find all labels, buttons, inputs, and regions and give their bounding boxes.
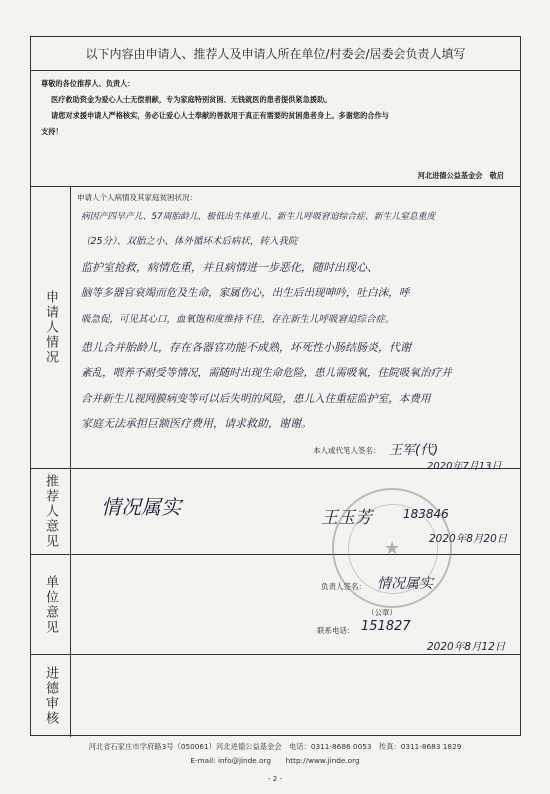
unit-label: 单位意见 — [43, 574, 58, 635]
applicant-section — [31, 187, 520, 472]
applicant-label: 申请人情况 — [43, 290, 58, 365]
handwriting-line-4: 脑等多器官衰竭而危及生命，家属伤心，出生后出现呻吟，吐白沫，呼 — [81, 287, 410, 299]
handwriting-line-6: 患儿合并胎龄儿，存在各器官功能不成熟，坏死性小肠结肠炎，代谢 — [81, 341, 411, 354]
notice-line-2: 请您对求援申请人严格核实，务必让爱心人士奉献的善款用于真正有需要的贫困患者身上。多谢您的合作与 — [51, 111, 389, 120]
applicant-prompt: 申请人个人病情及其家庭贫困状况： — [77, 193, 197, 202]
recommender-content — [71, 469, 520, 554]
review-label: 进德审核 — [43, 666, 58, 726]
recommender-label: 推荐人意见 — [43, 474, 58, 549]
unit-content — [71, 555, 520, 654]
recommender-date: 2020年8月20日 — [429, 533, 508, 545]
official-seal-star-icon: ★ — [384, 538, 401, 559]
official-seal — [332, 488, 452, 608]
handwriting-line-3: 监护室抢救，病情危重，并且病情进一步恶化，随时出现心、 — [81, 261, 378, 274]
handwriting-line-9: 家庭无法承担巨额医疗费用，请求救助，谢谢。 — [81, 417, 312, 430]
unit-leader-label: 负责人签名： — [321, 582, 366, 591]
unit-leader-signature: 情况属实 — [377, 576, 433, 592]
unit-phone: 151827 — [361, 619, 411, 634]
unit-phone-label: 联系电话： — [317, 626, 355, 635]
notice-line-1: 医疗救助资金为爱心人士无偿捐献，专为家庭特别贫困、无钱就医的患者提供紧急援助。 — [51, 95, 332, 104]
recommender-opinion: 情况属实 — [101, 495, 181, 519]
applicant-sign-label: 本人或代笔人签名： — [313, 446, 381, 455]
page-number: - 2 - — [267, 774, 283, 783]
unit-label-cell — [31, 555, 71, 654]
review-label-cell — [31, 655, 71, 737]
review-section — [31, 655, 520, 737]
applicant-signature: 王军(代) — [389, 443, 439, 458]
notice-section — [31, 71, 520, 187]
form-header — [31, 37, 520, 71]
handwriting-line-8: 合并新生儿视网膜病变等可以后失明的风险，患儿入住重症监护室，本费用 — [81, 393, 431, 405]
footer-contact: E-mail: info@jinde.org http://www.jinde.org — [190, 756, 360, 765]
recommender-phone: 183846 — [403, 507, 449, 521]
header-title: 以下内容由申请人、推荐人及申请人所在单位/村委会/居委会负责人填写 — [85, 47, 466, 61]
recommender-signature: 王玉芳 — [321, 508, 372, 528]
applicant-date: 2020年7月13日 — [427, 461, 502, 472]
unit-date: 2020年8月12日 — [427, 641, 506, 653]
applicant-label-cell — [31, 187, 71, 468]
handwriting-line-7: 紊乱，喂养不耐受等情况，需随时出现生命危险，患儿需吸氧，住院吸氧治疗并 — [81, 367, 452, 379]
unit-seal-label: （公章） — [367, 608, 397, 617]
recommender-label-cell — [31, 469, 71, 554]
applicant-content — [71, 187, 520, 472]
notice-signoff: 河北进德公益基金会 敬启 — [417, 171, 504, 180]
handwriting-line-2: （25分）、双胎之小、体外循环术后病状，转入我院 — [81, 236, 298, 247]
handwriting-line-5: 吸急促，可见其心口，血氧饱和度维持不佳，存在新生儿呼吸窘迫综合症。 — [81, 314, 395, 325]
notice-line-3: 支持！ — [41, 127, 63, 136]
application-form — [30, 36, 521, 736]
handwriting-line-1: 病因产四早产儿、57周胎龄儿，极低出生体重儿、新生儿呼吸窘迫综合症、新生儿窒息重度 — [81, 212, 436, 222]
footer-address: 河北省石家庄市学府路3号（050061）河北进德公益基金会 电话：0311-8686 0053 传真：0311-8683 1829 — [88, 742, 462, 751]
review-content — [71, 655, 520, 737]
notice-greeting: 尊敬的各位推荐人、负责人： — [41, 79, 135, 88]
